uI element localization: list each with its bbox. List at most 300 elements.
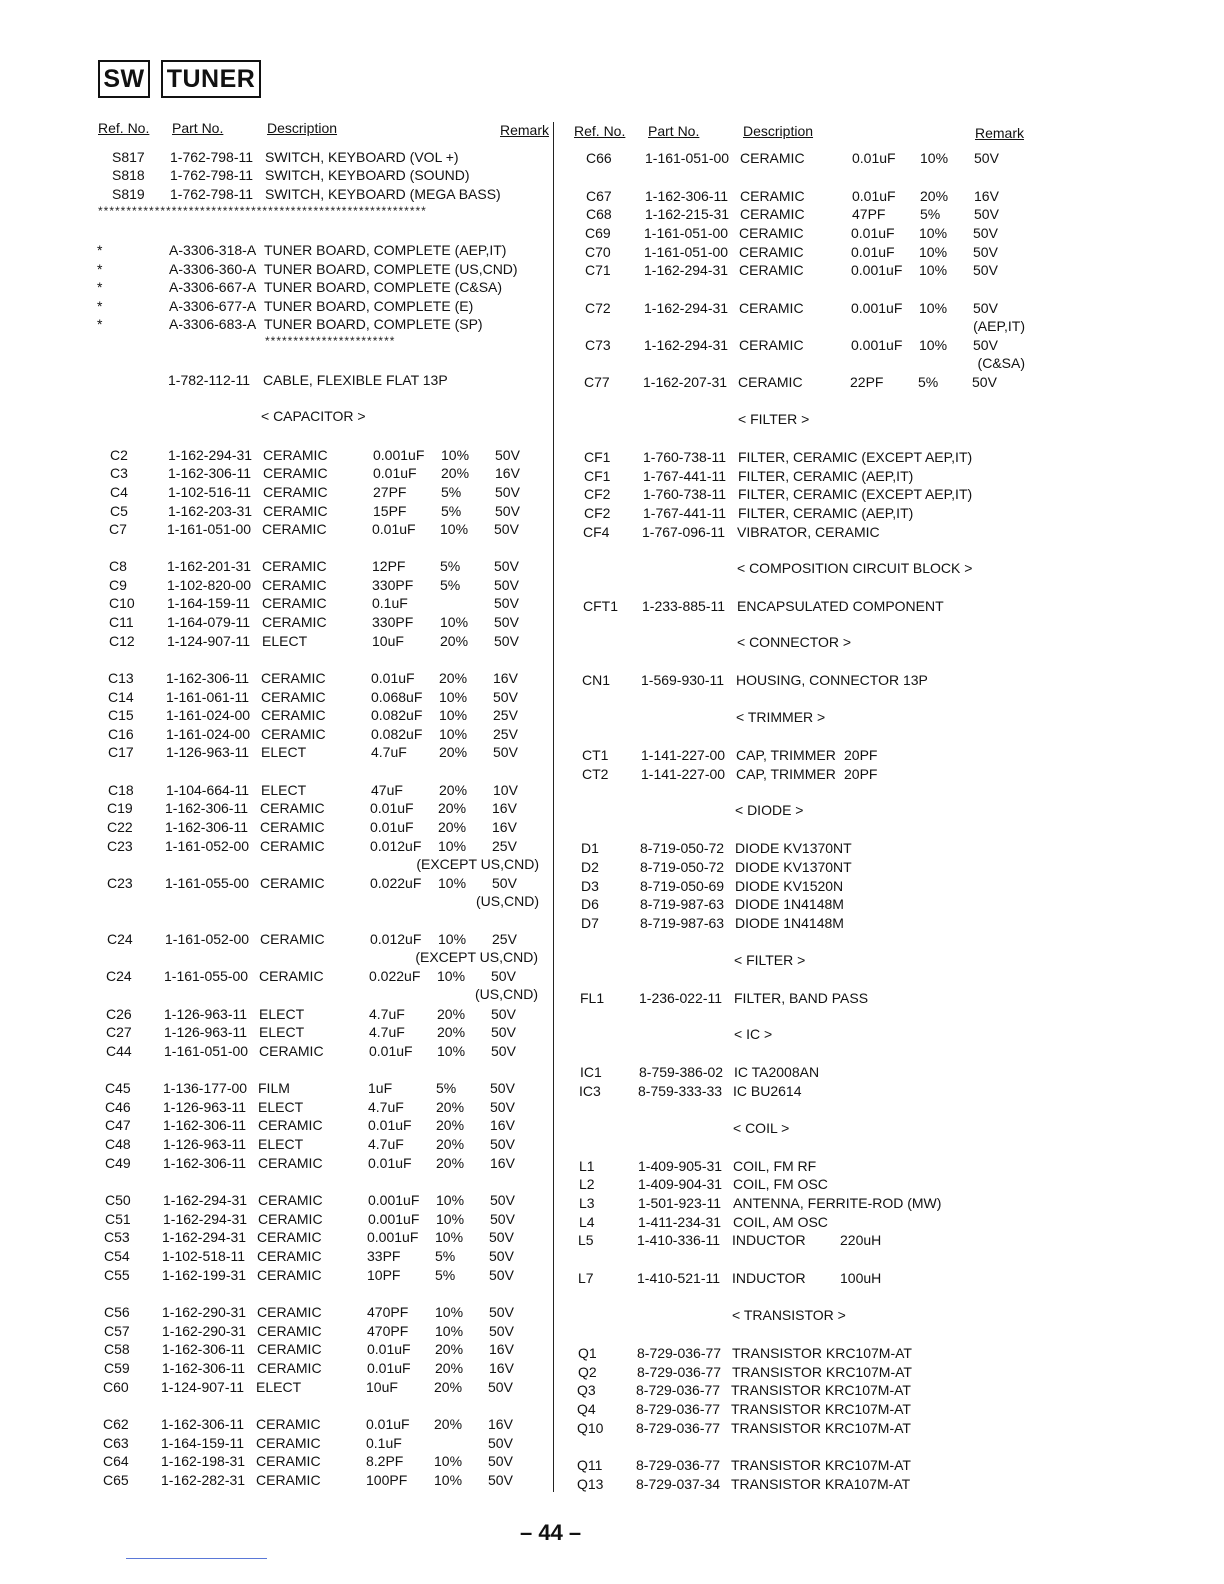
ref-no: C73 [585,337,611,353]
value: 0.01uF [370,819,414,835]
ref-no: CF2 [584,505,611,521]
tolerance: 20% [436,1117,465,1133]
value: 10uF [366,1379,398,1395]
value: 0.001uF [367,1229,419,1245]
part-no: 1-762-798-11 [170,149,254,165]
description: ELECT [261,744,307,760]
description: CERAMIC [261,726,326,742]
value: 0.01uF [372,521,416,537]
description: CERAMIC [262,558,327,574]
description: FILTER, CERAMIC (AEP,IT) [738,505,914,521]
voltage: 50V [490,1136,515,1152]
part-no: 8-729-036-77 [636,1457,721,1473]
part-no: 1-161-052-00 [165,838,250,854]
tolerance: 20% [434,1379,463,1395]
ref-no: C51 [105,1211,131,1227]
description: CERAMIC [739,225,804,241]
part-no: 1-162-201-31 [167,558,252,574]
voltage: 50V [973,300,998,316]
value: 0.01uF [367,1341,411,1357]
description: CERAMIC [262,595,327,611]
description: ELECT [258,1099,304,1115]
value: 0.01uF [369,1043,413,1059]
tolerance: 10% [439,689,468,705]
description: TUNER BOARD, COMPLETE (SP) [264,316,483,332]
voltage: 25V [492,931,517,947]
part-no: 1-162-294-31 [168,447,253,463]
ref-no: C48 [105,1136,131,1152]
value: 0.01uF [370,800,414,816]
ref-no: C72 [585,300,611,316]
voltage: 50V [491,1024,516,1040]
description: ELECT [259,1024,305,1040]
part-no: 8-729-036-77 [637,1345,722,1361]
part-no: 1-782-112-11 [168,372,250,388]
ref-no: C12 [109,633,135,649]
part-no: 1-124-907-11 [167,633,251,649]
value: 330PF [372,577,414,593]
part-no: A-3306-683-A [169,316,257,332]
tolerance: 10% [919,337,948,353]
ref-no: * [97,316,103,332]
tolerance: 20% [439,744,468,760]
voltage: 50V [491,1043,516,1059]
part-no: 1-762-798-11 [170,167,254,183]
value: 15PF [373,503,407,519]
description: TRANSISTOR KRC107M-AT [732,1364,912,1380]
value: 100uH [840,1270,882,1286]
part-no: 1-126-963-11 [166,744,250,760]
description: CERAMIC [257,1341,322,1357]
ref-no: C55 [104,1267,130,1283]
description: CERAMIC [257,1360,322,1376]
ref-no: C13 [108,670,134,686]
description: CERAMIC [257,1229,322,1245]
section-badge-tuner: TUNER [161,60,261,98]
value: 4.7uF [368,1099,404,1115]
left-header-ref: Ref. No. [98,120,150,136]
part-no: 8-729-036-77 [636,1420,721,1436]
voltage: 50V [489,1229,514,1245]
value: 4.7uF [369,1024,405,1040]
ref-no: C65 [103,1472,129,1488]
description: DIODE KV1370NT [735,859,852,875]
tolerance: 20% [435,1360,464,1376]
description: CERAMIC [263,503,328,519]
ref-no: Q4 [577,1401,596,1417]
part-no: 1-410-521-11 [637,1270,721,1286]
voltage: 50V [494,614,519,630]
tolerance: 20% [440,633,469,649]
value: 470PF [367,1304,409,1320]
description: CERAMIC [261,707,326,723]
part-no: 1-767-096-11 [642,524,726,540]
description: CERAMIC [261,689,326,705]
part-no: 8-729-037-34 [636,1476,721,1492]
voltage: 16V [974,188,999,204]
part-no: 1-236-022-11 [639,990,723,1006]
ref-no: C24 [107,931,133,947]
value: 0.082uF [371,726,423,742]
description: CERAMIC [256,1416,321,1432]
right-header-part: Part No. [648,123,700,139]
part-no: 8-759-386-02 [639,1064,724,1080]
tolerance: 10% [434,1472,463,1488]
voltage: 50V [974,150,999,166]
ref-no: C53 [104,1229,130,1245]
tolerance: 20% [436,1155,465,1171]
part-no: 8-729-036-77 [636,1382,721,1398]
ref-no: Q10 [577,1420,604,1436]
ref-no: C15 [108,707,134,723]
part-no: 1-164-079-11 [167,614,251,630]
description: CERAMIC [258,1155,323,1171]
separator-stars-long: ********************************************************** [98,204,427,218]
ref-no: C66 [586,150,612,166]
description: TUNER BOARD, COMPLETE (AEP,IT) [264,242,507,258]
value: 22PF [850,374,884,390]
description: CERAMIC [739,262,804,278]
description: HOUSING, CONNECTOR 13P [736,672,928,688]
value: 47uF [371,782,403,798]
remark-note: (EXCEPT US,CND) [415,949,538,965]
description: TRANSISTOR KRC107M-AT [731,1382,911,1398]
ref-no: L5 [578,1232,594,1248]
ref-no: C62 [103,1416,129,1432]
tolerance: 20% [441,465,470,481]
part-no: 1-767-441-11 [643,505,727,521]
part-no: 1-164-159-11 [167,595,251,611]
voltage: 50V [490,1192,515,1208]
part-no: 8-719-050-69 [640,878,725,894]
section-heading: < CONNECTOR > [737,634,852,650]
part-no: 1-501-923-11 [638,1195,722,1211]
description: IC TA2008AN [734,1064,820,1080]
voltage: 50V [495,503,520,519]
description: CERAMIC [256,1472,321,1488]
ref-no: S819 [112,186,145,202]
description: FILTER, CERAMIC (EXCEPT AEP,IT) [738,449,973,465]
tolerance: 10% [435,1323,464,1339]
part-no: 8-719-987-63 [640,896,725,912]
ref-no: S818 [112,167,145,183]
description: CERAMIC [261,670,326,686]
description: CERAMIC [259,1043,324,1059]
description: FILM [258,1080,290,1096]
ref-no: CF4 [583,524,610,540]
tolerance: 10% [435,1304,464,1320]
column-divider [553,122,554,1492]
right-header-description: Description [743,123,814,139]
voltage: 50V [489,1323,514,1339]
ref-no: C50 [105,1192,131,1208]
part-no: 1-162-306-11 [161,1416,245,1432]
section-heading: < TRIMMER > [736,709,826,725]
ref-no: L3 [579,1195,595,1211]
part-no: 1-162-294-31 [163,1192,248,1208]
section-heading: < COMPOSITION CIRCUIT BLOCK > [737,560,973,576]
ref-no: CF2 [584,486,611,502]
description: CERAMIC [259,968,324,984]
part-no: 1-162-306-11 [165,819,249,835]
value: 220uH [840,1232,882,1248]
description: SWITCH, KEYBOARD (MEGA BASS) [265,186,501,202]
description: ELECT [256,1379,302,1395]
ref-no: C8 [109,558,127,574]
description: CERAMIC [740,150,805,166]
part-no: A-3306-360-A [169,261,257,277]
ref-no: C60 [103,1379,129,1395]
part-no: 1-161-024-00 [166,726,251,742]
voltage: 50V [492,875,517,891]
ref-no: CFT1 [583,598,618,614]
voltage: 50V [488,1472,513,1488]
value: 8.2PF [366,1453,404,1469]
part-no: 1-141-227-00 [641,747,726,763]
tolerance: 5% [918,374,939,390]
value: 0.001uF [851,337,903,353]
voltage: 16V [489,1360,514,1376]
tolerance: 5% [920,206,941,222]
tolerance: 10% [439,726,468,742]
value: 0.01uF [368,1117,412,1133]
voltage: 50V [494,633,519,649]
part-no: 1-760-738-11 [643,449,727,465]
description: CERAMIC [738,374,803,390]
section-heading: < IC > [734,1026,773,1042]
part-no: 1-161-051-00 [644,225,729,241]
part-no: 1-162-306-11 [163,1117,247,1133]
ref-no: Q1 [578,1345,597,1361]
ref-no: C70 [585,244,611,260]
part-no: 1-762-798-11 [170,186,254,202]
ref-no: C67 [586,188,612,204]
separator-stars-short: *********************** [265,334,396,348]
tolerance: 10% [919,244,948,260]
ref-no: L1 [579,1158,595,1174]
right-header-ref: Ref. No. [574,123,626,139]
description: CERAMIC [260,800,325,816]
part-no: 1-162-294-31 [644,262,729,278]
value: 20PF [844,766,878,782]
description: CERAMIC [739,300,804,316]
description: CERAMIC [262,577,327,593]
ref-no: * [97,261,103,277]
tolerance: 10% [440,614,469,630]
tolerance: 5% [440,558,461,574]
part-no: 1-161-055-00 [164,968,249,984]
voltage: 50V [493,744,518,760]
description: TRANSISTOR KRC107M-AT [731,1401,911,1417]
value: 0.022uF [369,968,421,984]
description: CABLE, FLEXIBLE FLAT 13P [263,372,448,388]
ref-no: C77 [584,374,610,390]
part-no: 1-767-441-11 [643,468,727,484]
part-no: 1-124-907-11 [161,1379,245,1395]
ref-no: L2 [579,1176,595,1192]
tolerance: 5% [441,503,462,519]
part-no: 1-162-294-31 [644,337,729,353]
tolerance: 10% [438,838,467,854]
ref-no: C23 [107,838,133,854]
tolerance: 10% [919,262,948,278]
ref-no: C27 [106,1024,132,1040]
part-no: 1-126-963-11 [163,1099,247,1115]
tolerance: 5% [435,1248,456,1264]
description: FILTER, BAND PASS [734,990,869,1006]
description: CERAMIC [257,1267,322,1283]
description: ELECT [259,1006,305,1022]
part-no: 1-410-336-11 [637,1232,721,1248]
tolerance: 10% [438,931,467,947]
ref-no: C9 [109,577,127,593]
value: 12PF [372,558,406,574]
part-no: 1-164-159-11 [161,1435,245,1451]
ref-no: C45 [105,1080,131,1096]
value: 0.01uF [367,1360,411,1376]
ref-no: C16 [108,726,134,742]
ref-no: C17 [108,744,134,760]
part-no: 1-161-055-00 [165,875,250,891]
ref-no: CF1 [584,468,611,484]
description: INDUCTOR [732,1270,806,1286]
value: 0.001uF [851,262,903,278]
voltage: 50V [973,262,998,278]
part-no: 1-162-306-11 [165,800,249,816]
description: FILTER, CERAMIC (AEP,IT) [738,468,914,484]
value: 0.1uF [366,1435,402,1451]
ref-no: C69 [585,225,611,241]
value: 10PF [367,1267,401,1283]
description: TRANSISTOR KRC107M-AT [731,1420,911,1436]
voltage: 16V [489,1341,514,1357]
value: 0.01uF [852,150,896,166]
value: 0.022uF [370,875,422,891]
voltage: 16V [495,465,520,481]
part-no: 1-760-738-11 [643,486,727,502]
ref-no: Q13 [577,1476,604,1492]
ref-no: D3 [581,878,599,894]
tolerance: 20% [436,1136,465,1152]
ref-no: CT2 [582,766,609,782]
ref-no: C23 [107,875,133,891]
tolerance: 10% [437,1043,466,1059]
ref-no: S817 [112,149,145,165]
left-header-part: Part No. [172,120,224,136]
value: 47PF [852,206,886,222]
part-no: 1-409-905-31 [638,1158,723,1174]
ref-no: C19 [107,800,133,816]
description: CERAMIC [262,614,327,630]
ref-no: D7 [581,915,599,931]
description: CERAMIC [740,206,805,222]
description: CERAMIC [257,1248,322,1264]
ref-no: C63 [103,1435,129,1451]
description: CERAMIC [257,1304,322,1320]
description: CERAMIC [258,1211,323,1227]
description: TRANSISTOR KRC107M-AT [731,1457,911,1473]
voltage: 10V [493,782,518,798]
part-no: 1-136-177-00 [163,1080,248,1096]
description: CERAMIC [262,521,327,537]
description: SWITCH, KEYBOARD (SOUND) [265,167,470,183]
tolerance: 10% [434,1453,463,1469]
part-no: 1-161-051-00 [164,1043,249,1059]
voltage: 50V [490,1080,515,1096]
description: TUNER BOARD, COMPLETE (C&SA) [264,279,503,295]
section-heading: < FILTER > [738,411,810,427]
tolerance: 10% [439,707,468,723]
ref-no: C58 [104,1341,130,1357]
description: INDUCTOR [732,1232,806,1248]
description: DIODE KV1370NT [735,840,852,856]
voltage: 50V [491,968,516,984]
description: CERAMIC [739,244,804,260]
part-no: 1-569-930-11 [641,672,725,688]
part-no: 8-719-987-63 [640,915,725,931]
voltage: 50V [972,374,997,390]
ref-no: C3 [110,465,128,481]
ref-no: C54 [104,1248,130,1264]
value: 1uF [368,1080,393,1096]
part-no: 1-102-820-00 [167,577,252,593]
tolerance: 20% [439,670,468,686]
part-no: A-3306-677-A [169,298,257,314]
description: CERAMIC [256,1453,321,1469]
tolerance: 20% [434,1416,463,1432]
part-no: 1-162-207-31 [643,374,728,390]
voltage: 50V [493,689,518,705]
tolerance: 20% [438,819,467,835]
ref-no: C59 [104,1360,130,1376]
part-no: 8-759-333-33 [638,1083,723,1099]
tolerance: 5% [440,577,461,593]
voltage: 50V [494,595,519,611]
part-no: 1-102-516-11 [168,484,252,500]
part-no: 1-126-963-11 [164,1006,248,1022]
value: 470PF [367,1323,409,1339]
part-no: 1-162-306-11 [163,1155,247,1171]
voltage: 50V [494,577,519,593]
description: FILTER, CERAMIC (EXCEPT AEP,IT) [738,486,973,502]
voltage: 50V [495,484,520,500]
value: 20PF [844,747,878,763]
value: 0.001uF [368,1192,420,1208]
voltage: 50V [488,1453,513,1469]
description: ELECT [258,1136,304,1152]
value: 4.7uF [369,1006,405,1022]
ref-no: C44 [106,1043,132,1059]
part-no: 1-162-306-11 [645,188,729,204]
value: 0.01uF [366,1416,410,1432]
part-no: 1-233-885-11 [642,598,726,614]
voltage: 16V [490,1155,515,1171]
value: 330PF [372,614,414,630]
ref-no: C71 [585,262,611,278]
voltage: 16V [492,800,517,816]
description: COIL, FM RF [733,1158,817,1174]
value: 0.01uF [371,670,415,686]
tolerance: 20% [439,782,468,798]
part-no: 1-161-052-00 [165,931,250,947]
part-no: 1-162-290-31 [162,1304,247,1320]
ref-no: C46 [105,1099,131,1115]
part-no: 1-162-306-11 [162,1360,246,1376]
description: ANTENNA, FERRITE-ROD (MW) [733,1195,942,1211]
voltage: 50V [973,225,998,241]
ref-no: * [97,298,103,314]
ref-no: FL1 [580,990,605,1006]
